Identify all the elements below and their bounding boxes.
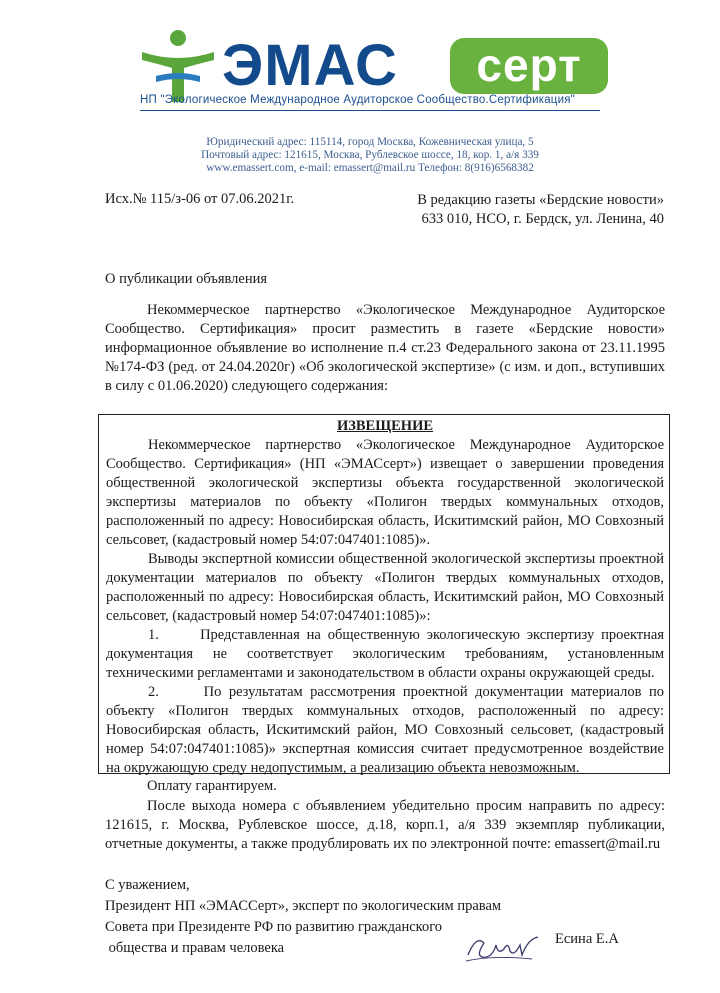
org-tagline: НП "Экологическое Международное Аудиторское Сообщество.Сертификация" [140, 94, 575, 106]
notice-box [98, 414, 670, 774]
notice-item-2: 2. По результатам рассмотрения проектной документации материалов по объекту «Полигон твердых коммунальных отходов, расположенный по адресу: Новосибирская область, Искитимский район, МО Совхозный сельсовет, (кадастровый номер 54:07:047401:1085)» экспертная комиссия считает предусмотренное воздействие на окружающую среду недопустимым, а реализацию объекта невозможным. [106, 684, 668, 776]
closing-greeting: С уважением, [105, 877, 190, 893]
tagline-divider [140, 110, 600, 111]
addressee-block [417, 191, 664, 229]
web-email-phone: www.emassert.com, e-mail: emassert@mail.ru Телефон: 8(916)6568382 [206, 162, 534, 174]
request-paragraph: После выхода номера с объявлением убедительно просим направить по адресу: 121615, г. Москва, Рублевское шоссе, д.18, корп.1, а/я 339 экземпляр публикации, отчетные документы, а также продублировать их по электронной почте: emassert@mail.ru [105, 798, 665, 852]
notice-title: ИЗВЕЩЕНИЕ [336, 418, 434, 434]
outgoing-reference: Исх.№ 115/з-06 от 07.06.2021г. [105, 191, 295, 207]
notice-item-1: 1. Представленная на общественную экологическую экспертизу проектная документация не соответствует экологическим требованиям, установленным техническими регламентами и законодательством в области охраны окружающей среды. [106, 627, 668, 681]
intro-paragraph: Некоммерческое партнерство «Экологическое Международное Аудиторское Сообщество. Сертификация» просит разместить в газете «Бердские новости» информационное объявление во исполнение п.4 ст.23 Федерального закона от 23.11.1995 №174-ФЗ (ред. от 24.04.2020г) «Об экологической экспертизе» (с изм. и доп., вступивших в силу с 01.06.2020) следующего содержания: [105, 302, 665, 394]
payment-line: Оплату гарантируем. [147, 778, 277, 794]
handwritten-signature [462, 925, 542, 965]
letter-subject: О публикации объявления [105, 271, 268, 287]
closing-title-1: Президент НП «ЭМАССерт», эксперт по экологическим правам [105, 898, 502, 914]
addressee-name: В редакцию газеты «Бердские новости» [417, 192, 664, 208]
closing-block [105, 875, 501, 959]
notice-paragraph-2: Выводы экспертной комиссии общественной экологической экспертизы проектной документации материалов по объекту «Полигон твердых коммунальных отходов, расположенный по адресу: Новосибирская область, Искитимский район, МО Совхозный сельсовет, (кадастровый номер 54:07:047401:1085)»: [106, 551, 664, 624]
brand-name: ЭМАС [222, 33, 398, 98]
closing-title-3: общества и правам человека [105, 940, 285, 956]
signer-name: Есина Е.А [555, 931, 619, 947]
notice-paragraph-1: Некоммерческое партнерство «Экологическое Международное Аудиторское Сообщество. Сертификация» (НП «ЭМАСсерт») извещает о завершении проведения общественной экологической экспертизы объекта государственной экологической экспертизы материалов по объекту «Полигон твердых коммунальных отходов, расположенный по адресу: Новосибирская область, Искитимский район, МО Совхозный сельсовет, (кадастровый номер 54:07:047401:1085)». [106, 437, 664, 548]
contact-block [150, 136, 590, 175]
brand-badge: серт [450, 38, 608, 94]
postal-address: Почтовый адрес: 121615, Москва, Рублевское шоссе, 18, кор. 1, а/я 339 [201, 149, 539, 161]
legal-address: Юридический адрес: 115114, город Москва, Кожевническая улица, 5 [206, 136, 534, 148]
addressee-address: 633 010, НСО, г. Бердск, ул. Ленина, 40 [421, 211, 664, 227]
closing-title-2: Совета при Президенте РФ по развитию гражданского [105, 919, 443, 935]
